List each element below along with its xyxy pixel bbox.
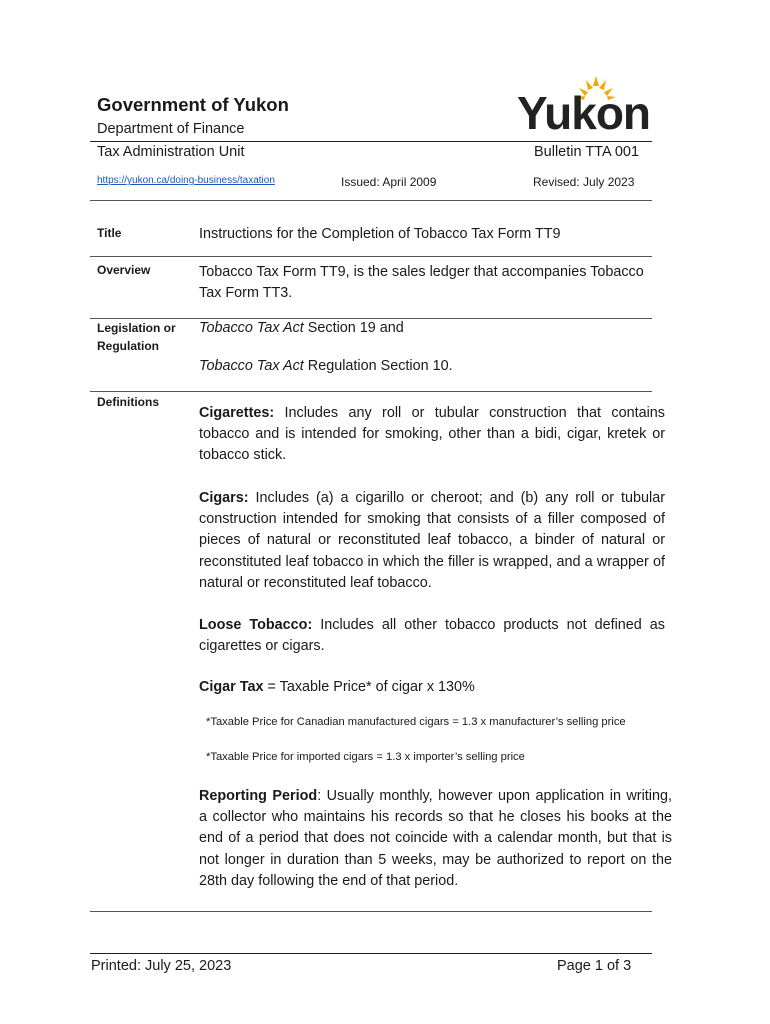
unit-name: Tax Administration Unit xyxy=(97,144,245,160)
printed-date: Printed: July 25, 2023 xyxy=(91,958,232,974)
definition-text: Includes any roll or tubular construction that contains tobacco and is intended for smoking, other than a bidi, cigar, kretek or tobacco stick. xyxy=(199,405,665,464)
title-text: Instructions for the Completion of Tobacco Tax Form TT9 xyxy=(199,226,561,242)
legislation-line-2 xyxy=(199,356,665,377)
definition-text: = Taxable Price* of cigar x 130% xyxy=(263,679,475,695)
header-divider xyxy=(90,141,652,142)
legislation-label xyxy=(97,319,176,355)
divider-1 xyxy=(90,256,652,257)
definition-term: Reporting Period xyxy=(199,788,318,804)
legislation-line-1 xyxy=(199,318,665,339)
page-number: Page 1 of 3 xyxy=(557,958,632,974)
act-name: Tobacco Tax Act xyxy=(199,358,304,374)
note-canadian-cigars: *Taxable Price for Canadian manufactured cigars = 1.3 x manufacturer’s selling price xyxy=(206,716,626,728)
act-section: Section 19 and xyxy=(303,320,404,336)
divider-3 xyxy=(90,391,652,392)
department-name: Department of Finance xyxy=(97,121,245,137)
note-imported-cigars: *Taxable Price for imported cigars = 1.3 x importer’s selling price xyxy=(206,751,525,763)
footer-divider xyxy=(90,953,652,954)
definition-text: Includes all other tobacco products not defined as cigarettes or cigars. xyxy=(199,617,665,655)
issued-date: Issued: April 2009 xyxy=(341,175,437,189)
definition-cigarettes xyxy=(199,403,665,467)
bulletin-number: Bulletin TTA 001 xyxy=(534,144,640,160)
definition-text: Includes (a) a cigarillo or cheroot; and (b) any roll or tubular construction intended for smoking that consists of a filler composed of pieces of natural or reconstituted leaf tobacco, a binder of natural or reconstituted leaf tobacco in which the filler is wrapped, and a wrapper of natural or reconstituted leaf tobacco. xyxy=(199,490,665,591)
legislation-label-line2: Regulation xyxy=(97,339,159,353)
definition-loose-tobacco xyxy=(199,615,665,657)
definition-term: Cigars: xyxy=(199,490,249,506)
act-name: Tobacco Tax Act xyxy=(199,320,304,336)
definition-cigar-tax xyxy=(199,677,665,698)
regulation-section: Regulation Section 10. xyxy=(303,358,453,374)
header-bottom-divider xyxy=(90,200,652,201)
divider-4 xyxy=(90,911,652,912)
definition-term: Cigarettes: xyxy=(199,405,275,421)
definition-reporting-period xyxy=(199,786,672,892)
definition-term: Loose Tobacco: xyxy=(199,617,313,633)
taxation-link[interactable]: https://yukon.ca/doing-business/taxation xyxy=(97,175,275,186)
yukon-logo xyxy=(516,72,658,134)
logo-wordmark: Yukon xyxy=(517,87,651,134)
overview-label: Overview xyxy=(97,263,151,277)
definition-term: Cigar Tax xyxy=(199,679,264,695)
overview-text: Tobacco Tax Form TT9, is the sales ledger that accompanies Tobacco Tax Form TT3. xyxy=(199,264,644,302)
org-name: Government of Yukon xyxy=(97,94,289,115)
definition-cigars xyxy=(199,488,665,594)
definition-text: : Usually monthly, however upon application in writing, a collector who maintains his records so that he closes his books at the end of a period that does not coincide with a calendar month, but that is not longer in duration than 5 weeks, may be authorized to report on the 28th day following the end of that period. xyxy=(199,788,672,889)
title-label: Title xyxy=(97,226,122,240)
revised-date: Revised: July 2023 xyxy=(533,175,635,189)
definitions-label: Definitions xyxy=(97,395,159,409)
legislation-label-line1: Legislation or xyxy=(97,321,176,335)
